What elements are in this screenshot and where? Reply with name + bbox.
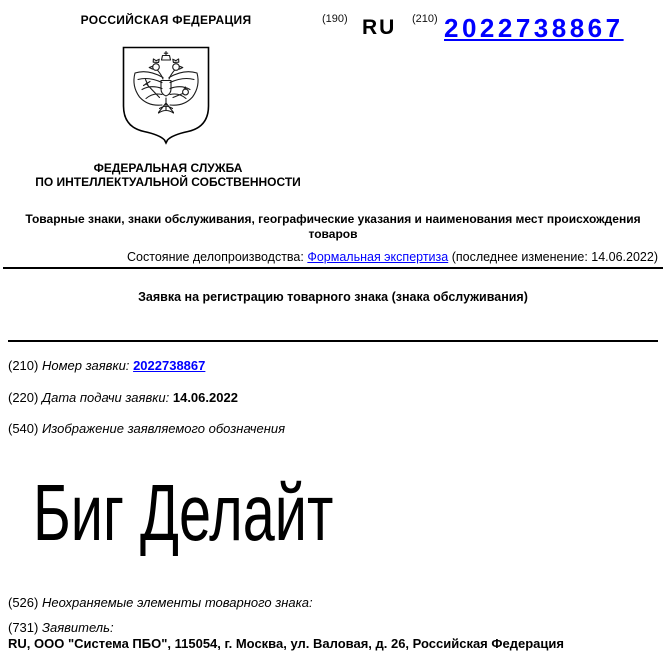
office-name-line2: ПО ИНТЕЛЛЕКТУАЛЬНОЙ СОБСТВЕННОСТИ — [35, 175, 301, 189]
office-name — [0, 161, 336, 189]
application-number-field-link[interactable]: 2022738867 — [133, 358, 206, 373]
inid-code: (526) — [8, 595, 39, 610]
document-header — [0, 0, 666, 204]
office-name-line1: ФЕДЕРАЛЬНАЯ СЛУЖБА — [93, 161, 243, 175]
inid-code-210: (210) — [412, 13, 438, 25]
application-number-link[interactable]: 2022738867 — [444, 13, 624, 43]
status-label: Состояние делопроизводства: — [127, 250, 308, 264]
country-code: RU — [362, 16, 397, 39]
field-label: Неохраняемые элементы товарного знака: — [41, 595, 313, 610]
status-line — [0, 250, 658, 265]
field-label: Заявитель: — [41, 620, 114, 635]
status-link[interactable]: Формальная экспертиза — [307, 250, 449, 264]
inid-code: (220) — [8, 390, 39, 405]
field-731 — [8, 620, 658, 635]
field-220 — [8, 390, 658, 405]
trademark-text: Биг Делайт — [33, 468, 334, 557]
field-526 — [8, 595, 658, 610]
register-section-title: Товарные знаки, знаки обслуживания, географические указания и наименования мест происхождения товаров — [25, 212, 641, 241]
inid-code-190: (190) — [322, 13, 348, 25]
applicant-value: RU, ООО "Система ПБО", 115054, г. Москва, ул. Валовая, д. 26, Российская Федерация — [8, 636, 564, 651]
filing-date-value: 14.06.2022 — [172, 390, 238, 405]
divider-top — [3, 267, 663, 269]
country-name: РОССИЙСКАЯ ФЕДЕРАЦИЯ — [80, 13, 252, 27]
field-label: Номер заявки: — [41, 358, 130, 373]
field-210 — [8, 358, 658, 373]
status-suffix: (последнее изменение: 14.06.2022) — [448, 250, 658, 264]
document-title: Заявка на регистрацию товарного знака (знака обслуживания) — [138, 290, 528, 304]
field-label: Изображение заявляемого обозначения — [41, 421, 286, 436]
trademark-image — [33, 463, 666, 563]
inid-code: (210) — [8, 358, 39, 373]
russia-coat-of-arms-icon — [122, 46, 210, 148]
inid-code: (731) — [8, 620, 39, 635]
inid-code: (540) — [8, 421, 39, 436]
divider-middle — [8, 340, 658, 342]
field-label: Дата подачи заявки: — [41, 390, 170, 405]
field-540 — [8, 421, 658, 436]
